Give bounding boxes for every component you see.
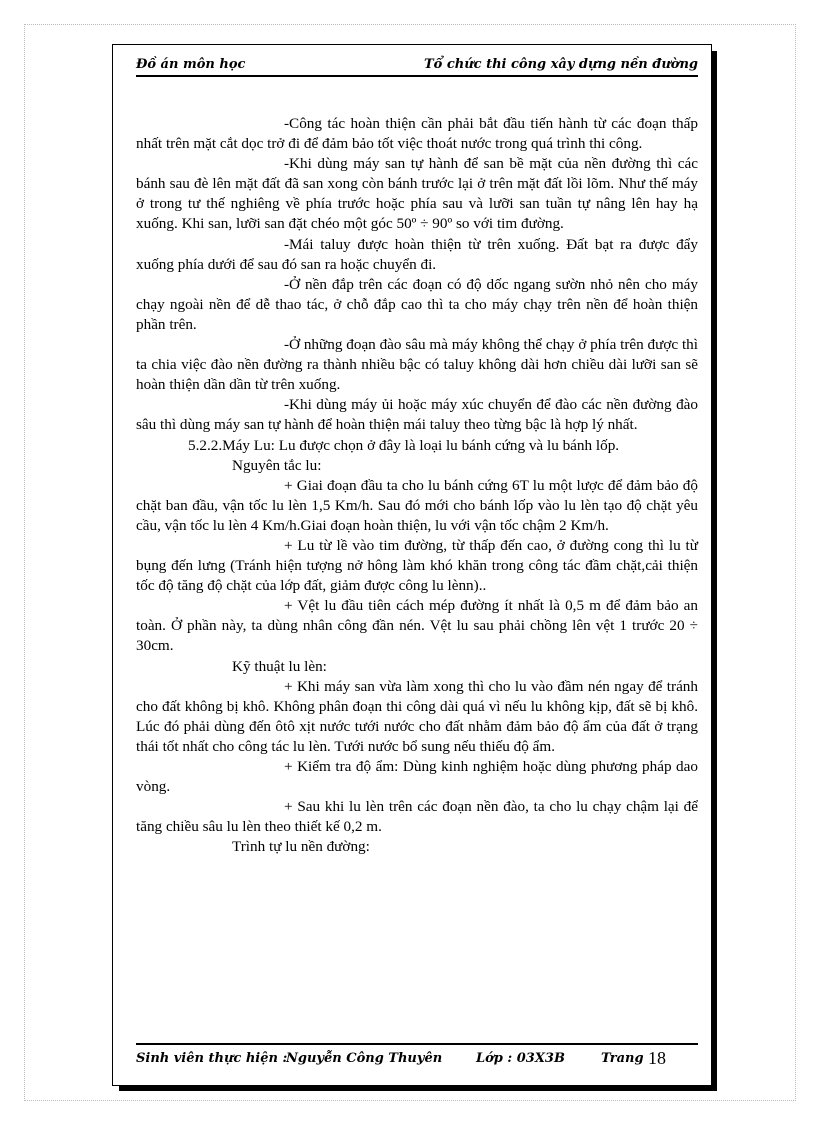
paragraph: -Mái taluy được hoàn thiện từ trên xuống. Đất bạt ra được đẩy xuống phía dưới để sau đó san ra hoặc chuyển đi. <box>136 235 698 273</box>
page-header <box>136 55 698 77</box>
document-body <box>136 114 698 857</box>
student-label: Sinh viên thực hiện : <box>136 1051 288 1066</box>
paragraph: -Khi dùng máy ủi hoặc máy xúc chuyển để đào các nền đường đào sâu thì dùng máy san tự hành để hoàn thiện mái taluy theo từng bậc là hợp lý nhất. <box>136 396 698 434</box>
page-footer <box>136 1043 698 1069</box>
paragraph: + Giai đoạn đầu ta cho lu bánh cứng 6T lu một lược để đảm bảo độ chặt ban đầu, vận tốc lu lèn 1,5 Km/h. Sau đó mới cho bánh lốp vào lu lèn tạo độ chặt yêu cầu, vận tốc lu lèn 4 Km/h.Giai đoạn hoàn thiện, lu với vận tốc chậm 2 Km/h. <box>136 476 698 534</box>
paragraph: -Khi dùng máy san tự hành để san bề mặt của nền đường thì các bánh sau đè lên mặt đất đã san xong còn bánh trước lại ở trên mặt đất lồi lõm. Như thế máy ở trong tư thế nghiêng về phía trước hoặc phía sau và lưỡi san tuần tự nâng lên hay hạ xuống. Khi san, lưỡi san đặt chéo một góc 50º ÷ 90º so với tim đường. <box>136 155 698 233</box>
page-label: Trang <box>601 1051 644 1066</box>
student-name: Nguyễn Công Thuyên <box>286 1051 443 1066</box>
paragraph: Trình tự lu nền đường: <box>232 838 370 856</box>
paragraph: + Vệt lu đầu tiên cách mép đường ít nhất là 0,5 m để đảm bảo an toàn. Ở phần này, ta dùng nhân công đần nén. Vệt lu sau phải chồng lên vệt 1 trước 20 ÷ 30cm. <box>136 597 698 655</box>
paragraph: -Ở những đoạn đào sâu mà máy không thể chạy ở phía trên được thì ta chia việc đào nền đường ra thành nhiều bậc có taluy không dài hơn chiều dài lưỡi san sẽ hoàn thiện dần dần từ trên xuống. <box>136 336 698 394</box>
paragraph: 5.2.2.Máy Lu: Lu được chọn ở đây là loại lu bánh cứng và lu bánh lốp. <box>188 436 620 454</box>
header-left: Đồ án môn học <box>136 57 246 72</box>
paragraph: Nguyên tắc lu: <box>232 456 322 474</box>
class-label: Lớp : 03X3B <box>476 1051 565 1066</box>
paragraph: -Ở nền đắp trên các đoạn có độ dốc ngang sườn nhỏ nên cho máy chạy ngoài nền để dễ thao tác, ở chỗ đắp cao thì ta cho máy chạy trên nền để hoàn thiện phần trên. <box>136 275 698 333</box>
paragraph: + Kiểm tra độ ẩm: Dùng kinh nghiệm hoặc dùng phương pháp dao vòng. <box>136 758 698 796</box>
paragraph: Kỹ thuật lu lèn: <box>232 657 327 675</box>
paragraph: + Lu từ lề vào tim đường, từ thấp đến cao, ở đường cong thì lu từ bụng đến lưng (Tránh hiện tượng nở hông làm khó khăn trong công tác đầm chặt,cải thiện tốc độ tăng độ chặt của lớp đất, giảm được công lu lènn).. <box>136 536 698 595</box>
paragraph: -Công tác hoàn thiện cần phải bắt đầu tiến hành từ các đoạn thấp nhất trên mặt cắt dọc trở đi để đảm bảo tốt việc thoát nước trong quá trình thi công. <box>136 115 698 153</box>
page-number: 18 <box>648 1048 666 1068</box>
paragraph: + Sau khi lu lèn trên các đoạn nền đào, ta cho lu chạy chậm lại để tăng chiều sâu lu lèn theo thiết kế 0,2 m. <box>136 798 698 836</box>
paragraph: + Khi máy san vừa làm xong thì cho lu vào đầm nén ngay để tránh cho đất không bị khô. Không phân đoạn thi công dài quá vì nếu lu không kịp, đất sẽ bị khô. Lúc đó phải dùng đến ôtô xịt nước tưới nước cho đất nhằm đảm bảo độ ẩm của đất ở trạng thái tốt nhất cho công tác lu lèn. Tưới nước bổ sung nếu thiếu độ ẩm. <box>136 677 698 755</box>
header-right: Tổ chức thi công xây dựng nền đường <box>423 57 698 72</box>
